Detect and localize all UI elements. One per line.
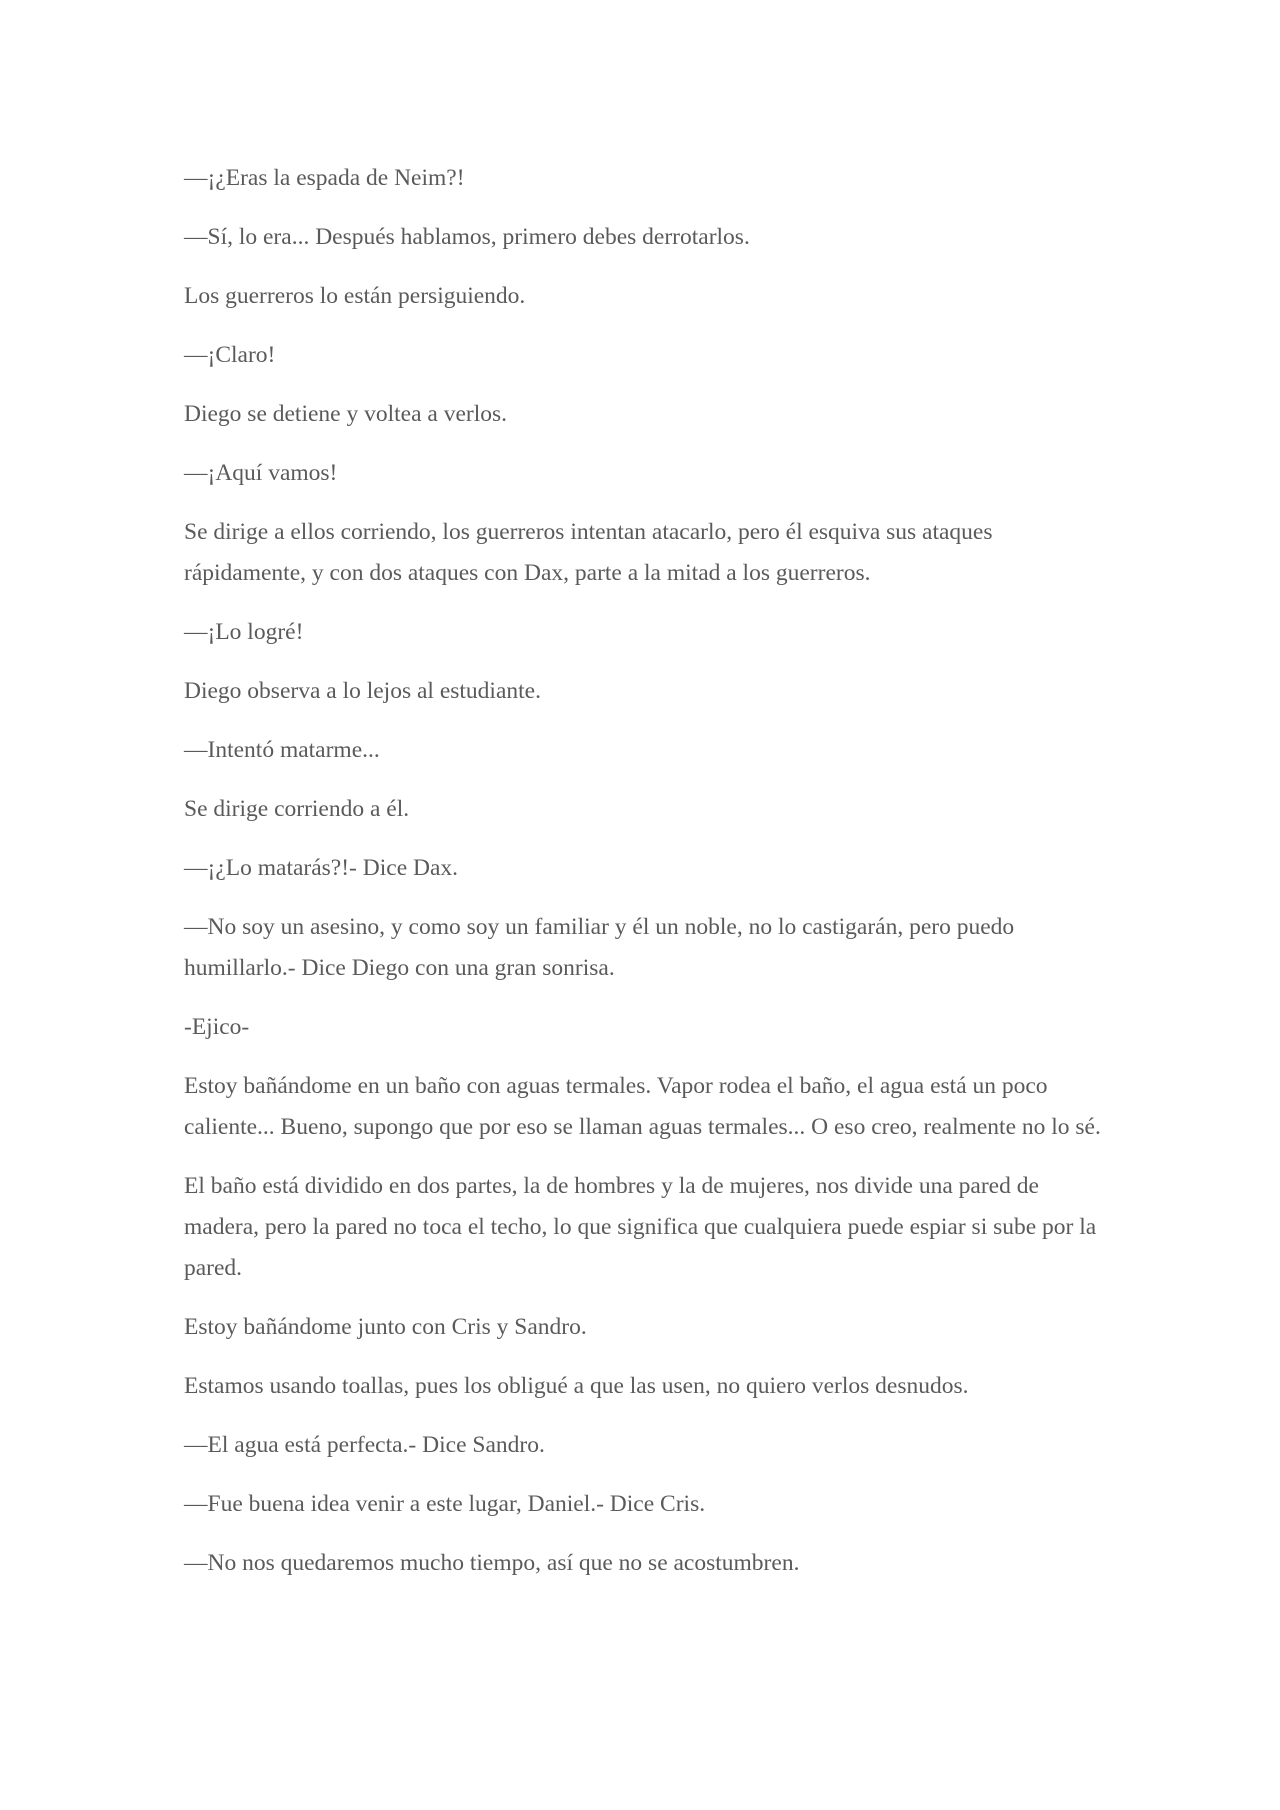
paragraph-dialogue: —El agua está perfecta.- Dice Sandro. (184, 1432, 545, 1458)
paragraph-narration: Estoy bañándome en un baño con aguas termales. Vapor rodea el baño, el agua está un poco caliente... Bueno, supongo que por eso se llaman aguas termales... O eso creo, realmente no lo sé. (184, 1073, 1101, 1140)
page-body-text (184, 158, 1104, 1602)
paragraph-dialogue: —¡¿Lo matarás?!- Dice Dax. (184, 855, 459, 881)
paragraph-dialogue: —Fue buena idea venir a este lugar, Daniel.- Dice Cris. (184, 1491, 706, 1517)
paragraph-dialogue: —¡Claro! (184, 342, 276, 368)
paragraph-narration: Estamos usando toallas, pues los obligué a que las usen, no quiero verlos desnudos. (184, 1373, 969, 1399)
paragraph-dialogue: —Intentó matarme... (184, 737, 380, 763)
paragraph-narration: Los guerreros lo están persiguiendo. (184, 283, 526, 309)
paragraph-dialogue: —No nos quedaremos mucho tiempo, así que no se acostumbren. (184, 1550, 800, 1576)
paragraph-narration: Diego observa a lo lejos al estudiante. (184, 678, 541, 704)
section-marker: -Ejico- (184, 1014, 250, 1040)
paragraph-dialogue: —¡Lo logré! (184, 619, 304, 645)
paragraph-dialogue: —¡¿Eras la espada de Neim?! (184, 165, 465, 191)
paragraph-narration: Se dirige corriendo a él. (184, 796, 410, 822)
paragraph-narration: Estoy bañándome junto con Cris y Sandro. (184, 1314, 587, 1340)
paragraph-narration: El baño está dividido en dos partes, la de hombres y la de mujeres, nos divide una pared de madera, pero la pared no toca el techo, lo que significa que cualquiera puede espiar si sube por la pared. (184, 1173, 1097, 1281)
paragraph-narration: Diego se detiene y voltea a verlos. (184, 401, 508, 427)
paragraph-dialogue: —Sí, lo era... Después hablamos, primero debes derrotarlos. (184, 224, 750, 250)
paragraph-dialogue: —¡Aquí vamos! (184, 460, 338, 486)
paragraph-narration: Se dirige a ellos corriendo, los guerreros intentan atacarlo, pero él esquiva sus ataques rápidamente, y con dos ataques con Dax, parte a la mitad a los guerreros. (184, 519, 993, 586)
paragraph-dialogue: —No soy un asesino, y como soy un familiar y él un noble, no lo castigarán, pero puedo humillarlo.- Dice Diego con una gran sonrisa. (184, 914, 1015, 981)
